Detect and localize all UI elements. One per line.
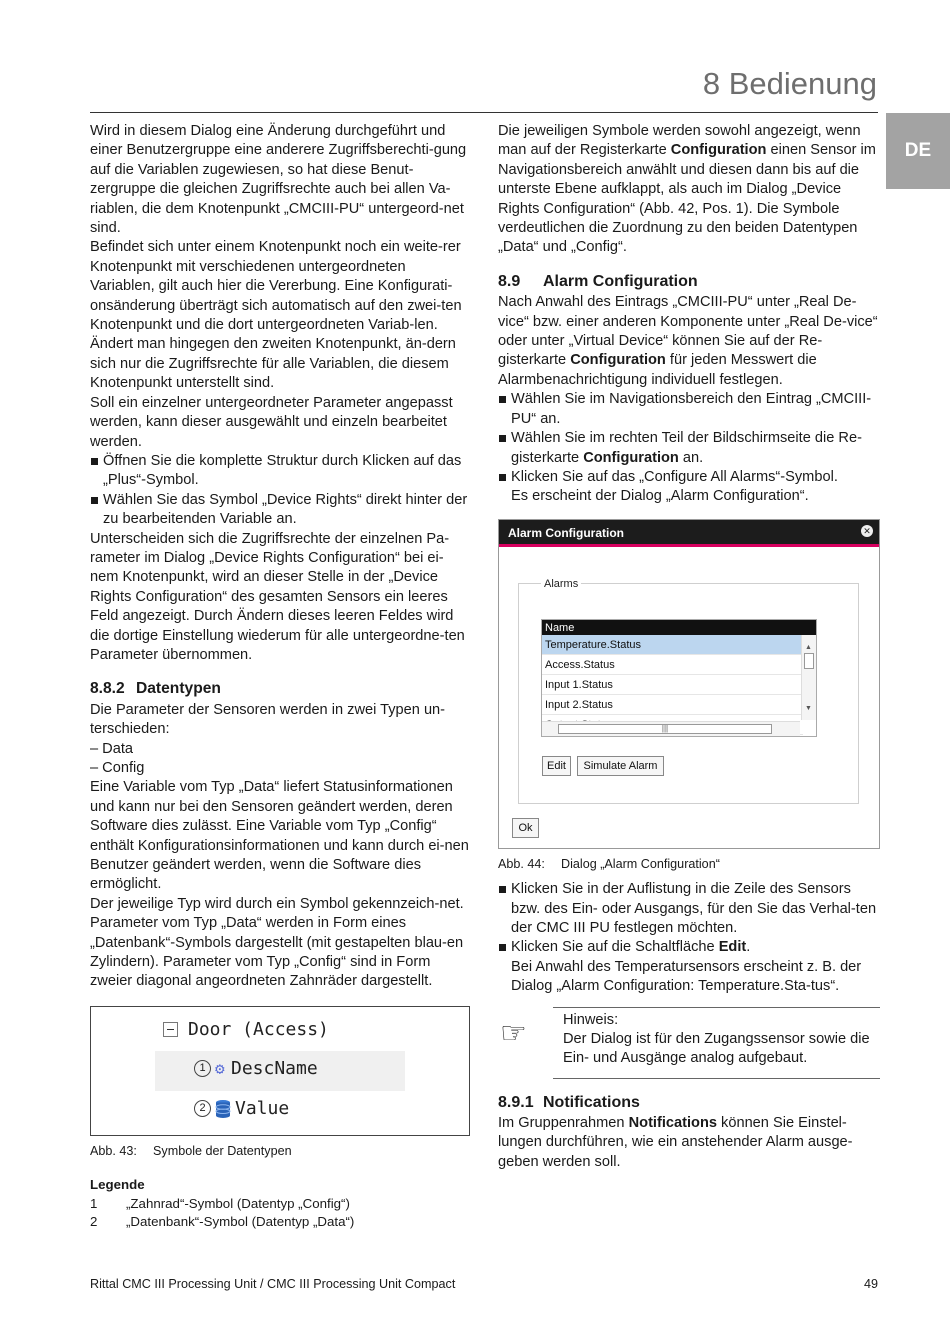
database-icon	[215, 1099, 231, 1119]
list-item: – Config	[90, 760, 145, 776]
paragraph: Im Gruppenrahmen Notifications können Sie Einstel-lungen durchführen, wie ein anstehender Alarm ausge-geben werden soll.	[498, 1114, 853, 1170]
bullet-square-icon	[499, 944, 506, 951]
header-rule	[90, 112, 878, 113]
group-label: Alarms	[541, 575, 581, 594]
bullet-item: Klicken Sie auf die Schaltfläche Edit. Bei Anwahl des Temperatursensors erscheint z. B. der Dialog „Alarm Configuration: Temperature.Sta-tus“.	[498, 938, 880, 996]
callout-2: 2	[194, 1100, 211, 1117]
note-text: Hinweis: Der Dialog ist für den Zugangssensor sowie die Ein- und Ausgänge analog aufgebaut.	[563, 1011, 870, 1067]
section-heading: 8.9.1 Notifications	[498, 1093, 640, 1111]
page-number: 49	[863, 1277, 878, 1291]
bullet-square-icon	[499, 435, 506, 442]
note-rule	[553, 1078, 880, 1079]
list-row[interactable]: Temperature.Status	[542, 635, 803, 655]
note-box	[498, 1007, 880, 1079]
legend-title: Legende	[90, 1177, 145, 1193]
alarm-configuration-dialog	[498, 519, 880, 849]
left-column	[90, 122, 470, 1231]
column-header[interactable]: Name	[542, 620, 816, 635]
scroll-thumb[interactable]	[804, 653, 814, 669]
close-icon[interactable]: ✕	[861, 525, 873, 537]
tree-item-data: 2 Value	[194, 1099, 289, 1119]
paragraph: Die Parameter der Sensoren werden in zwei Typen un-terschieden:	[90, 701, 446, 738]
section-heading: 8.8.2 Datentypen	[90, 680, 221, 698]
paragraph: Der jeweilige Typ wird durch ein Symbol gekennzeich-net. Parameter vom Typ „Data“ werden in Form eines „Datenbank“-Symbols dargestellt (mit gestapelten blau-en Zylindern). Parameter vom Typ „Config“ sind in Form zweier diagonal angeordneten Zahnräder dargestellt.	[90, 895, 464, 990]
bullet-square-icon	[91, 497, 98, 504]
collapse-icon	[163, 1022, 178, 1037]
footer-text: Rittal CMC III Processing Unit / CMC III Processing Unit Compact	[90, 1277, 456, 1291]
accent-bar	[499, 544, 879, 547]
scroll-thumb[interactable]: |||	[558, 724, 772, 734]
list-row[interactable]: Input 2.Status	[542, 695, 803, 715]
tree-item-config: 1 ⚙ DescName	[194, 1059, 318, 1079]
alarms-list	[541, 619, 817, 737]
paragraph: Befindet sich unter einem Knotenpunkt noch ein weite-rer Knotenpunkt mit verschiedenen untergeordneten Variablen, gilt auch hier die Vererbung. Eine Konfigurati-onsänderung überträgt sich automatisch auf den zwei-ten Knotenpunkt und die dort untergeordneten Variab-len. Ändert man hingegen den zweiten Knotenpunkt, än-dern sich nur die Zugriffsrechte für alle Variablen, die diesem Knotenpunkt unterstellt sind.	[90, 239, 462, 392]
paragraph: Soll ein einzelner untergeordneter Parameter angepasst werden, kann dieser ausgewählt und einzeln bearbeitet werden.	[90, 394, 453, 450]
figure-caption: Abb. 43: Symbole der Datentypen	[90, 1143, 292, 1158]
bullet-item: Wählen Sie das Symbol „Device Rights“ direkt hinter der zu bearbeitenden Variable an.	[90, 491, 470, 530]
tree-node: Door (Access)	[163, 1020, 329, 1039]
paragraph: Wird in diesem Dialog eine Änderung durchgeführt und einer Benutzergruppe eine anderere Zugriffsberechti-gung auf die Variablen zugewiesen, so hat diese Benut-zergruppe die gleichen Zugriffsrechte auch bei allen Va-riablen, die dem Knotenpunkt „CMCIII-PU“ untergeord-net sind.	[90, 123, 467, 237]
bullet-item: Klicken Sie auf das „Configure All Alarms“-Symbol. Es erscheint der Dialog „Alarm Configuration“.	[498, 468, 880, 507]
scroll-up-icon[interactable]: ▲	[805, 643, 812, 651]
legend-row: 1 „Zahnrad“-Symbol (Datentyp „Config“)	[90, 1195, 350, 1211]
callout-1: 1	[194, 1060, 211, 1077]
horizontal-scrollbar[interactable]	[542, 721, 800, 736]
legend-row: 2 „Datenbank“-Symbol (Datentyp „Data“)	[90, 1213, 355, 1229]
figure-43	[90, 1006, 470, 1136]
figure-caption: Abb. 44: Dialog „Alarm Configuration“	[498, 856, 720, 871]
ok-button[interactable]: Ok	[512, 818, 539, 838]
bullet-item: Klicken Sie in der Auflistung in die Zeile des Sensors bzw. des Ein- oder Ausgangs, für den Sie das Verhal-ten der CMC III PU festlegen möchten.	[498, 880, 880, 938]
pointing-hand-icon: ☞	[500, 1016, 527, 1050]
paragraph: Die jeweiligen Symbole werden sowohl angezeigt, wenn man auf der Registerkarte Configuration einen Sensor im Navigationsbereich anwählt und diesen dann bis auf die unterste Ebene aufklappt, als auch im Dialog „Device Rights Configuration“ (Abb. 42, Pos. 1). Die Symbole verdeutlichen die Zuordnung zu den beiden Datentypen „Data“ und „Config“.	[498, 123, 876, 256]
right-column	[498, 122, 880, 1172]
bullet-item: Öffnen Sie die komplette Struktur durch Klicken auf das „Plus“-Symbol.	[90, 452, 470, 491]
paragraph: Nach Anwahl des Eintrags „CMCIII-PU“ unter „Real De-vice“ bzw. einer anderen Komponente unter „Real De-vice“ oder unter „Virtual Device“ können Sie auf der Re-gisterkarte Configuration für jeden Messwert die Alarmbenachrichtigung individuell festlegen.	[498, 294, 878, 388]
scroll-down-icon[interactable]: ▼	[805, 705, 812, 713]
vertical-scrollbar[interactable]	[801, 635, 816, 720]
edit-button[interactable]: Edit	[542, 756, 571, 776]
bullet-square-icon	[499, 474, 506, 481]
list-item: – Data	[90, 740, 133, 757]
list-row[interactable]: Access.Status	[542, 655, 803, 675]
bullet-item: Wählen Sie im rechten Teil der Bildschirmseite die Re-gisterkarte Configuration an.	[498, 429, 880, 468]
bullet-square-icon	[499, 886, 506, 893]
simulate-alarm-button[interactable]: Simulate Alarm	[577, 756, 664, 776]
bullet-item: Wählen Sie im Navigationsbereich den Eintrag „CMCIII-PU“ an.	[498, 390, 880, 429]
paragraph: Eine Variable vom Typ „Data“ liefert Statusinformationen und kann nur bei den Sensoren geändert werden, deren Software dies zulässt. Eine Variable vom Typ „Config“ enthält Konfigurationsinformationen und kann durch ei-nen Benutzer geändert werden, wenn die Software dies ermöglicht.	[90, 779, 469, 893]
bullet-square-icon	[91, 458, 98, 465]
list-row[interactable]: Input 1.Status	[542, 675, 803, 695]
section-heading: 8.9 Alarm Configuration	[498, 272, 698, 290]
bullet-square-icon	[499, 396, 506, 403]
chapter-title: 8 Bedienung	[702, 66, 877, 101]
gear-icon: ⚙	[215, 1059, 225, 1079]
note-rule	[553, 1007, 880, 1008]
dialog-title: Alarm Configuration	[499, 520, 879, 544]
paragraph: Unterscheiden sich die Zugriffsrechte der einzelnen Pa-rameter im Dialog „Device Rights Configuration“ bei ei-nem Knotenpunkt, wird an dieser Stelle in der „Device Rights Configuration“ des gesamten Sensors ein leeres Feld angezeigt. Durch Ändern dieses leeren Feldes wird die dortige Einstellung wiederum für alle untergeordne-ten Parameter übernommen.	[90, 530, 465, 663]
language-tab: DE	[886, 113, 950, 189]
